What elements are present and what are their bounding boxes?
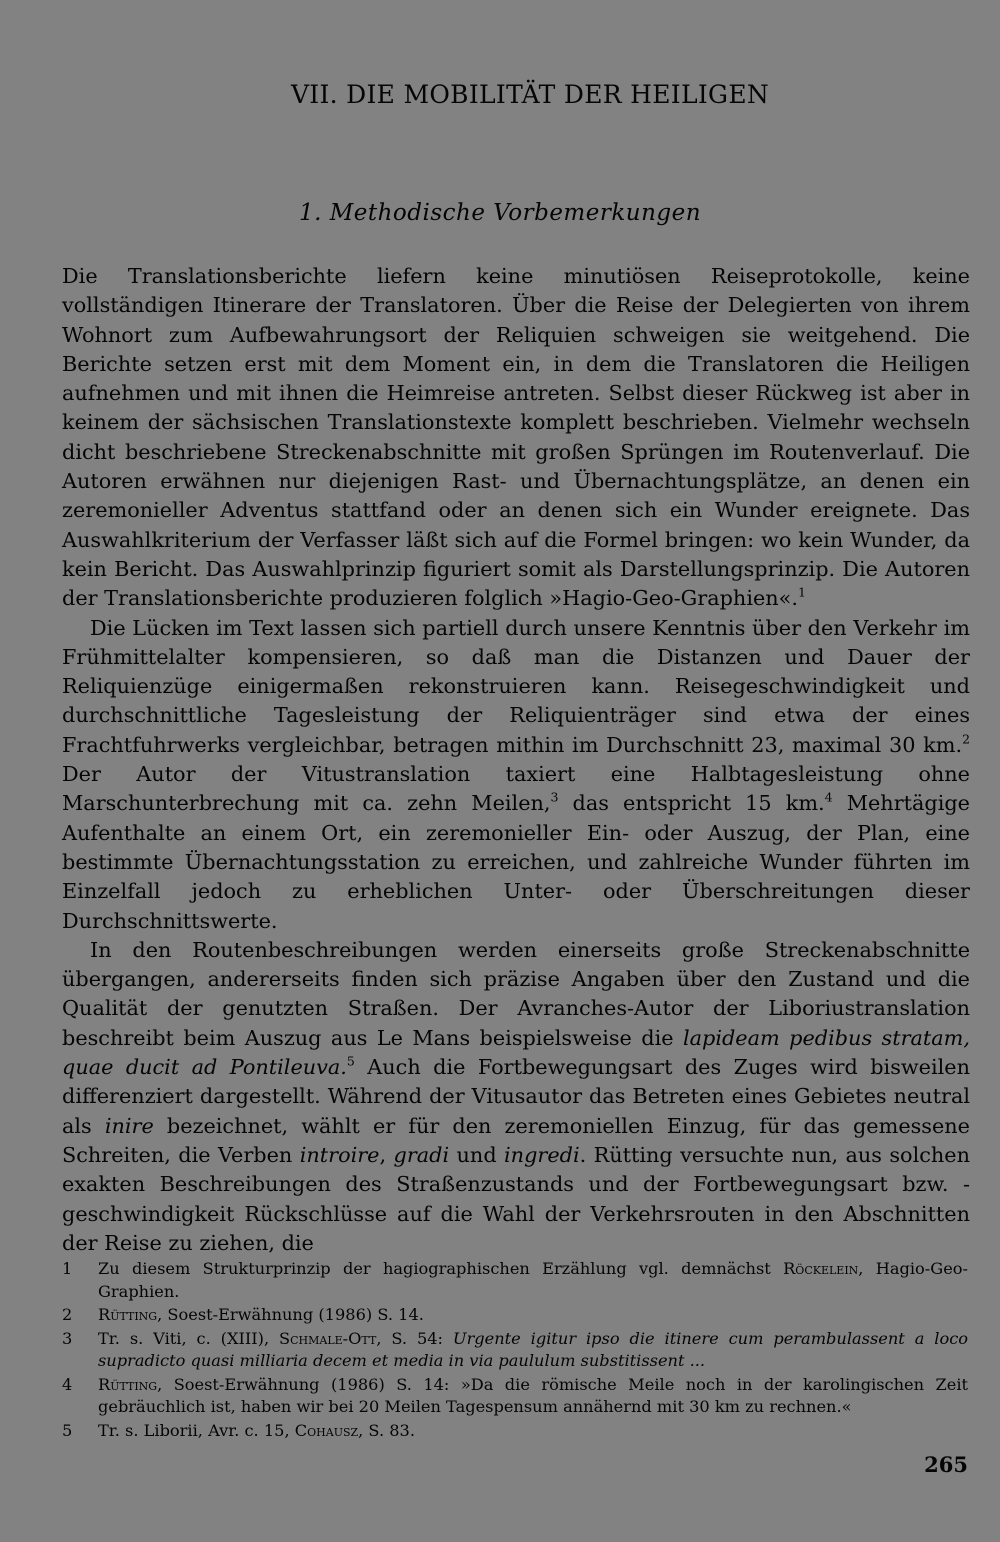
paragraph bbox=[62, 614, 970, 936]
chapter-title: VII. DIE MOBILITÄT DER HEILIGEN bbox=[290, 80, 770, 109]
footnote bbox=[62, 1420, 968, 1443]
footnote-ref: 2 bbox=[962, 731, 970, 747]
footnote bbox=[62, 1304, 968, 1327]
text-run: lapideam pedibus stratam, quae ducit ad Pontileuva. bbox=[62, 1025, 970, 1080]
text-run: Der Autor der Vitustranslation taxiert eine Halbtagesleistung ohne Marschunterbrechung mit ca. zehn Meilen, bbox=[62, 762, 970, 816]
footnote-number: 3 bbox=[62, 1328, 73, 1348]
text-run: , S. 54: bbox=[376, 1328, 453, 1348]
text-run: Die Translationsberichte liefern keine minutiösen Reiseprotokolle, keine vollständigen Itinerare der Translatoren. Über die Reise der Delegierten von ihrem Wohnort zum Aufbewahrungsort der Reliquien schweigen sie weitgehend. Die Berichte setzen erst mit dem Moment ein, in dem die Translatoren die Heiligen aufnehmen und mit ihnen die Heimreise antreten. Selbst dieser Rückweg ist aber in keinem der sächsischen Translationstexte komplett beschrieben. Vielmehr wechseln dicht beschriebene Streckenabschnitte mit großen Sprüngen im Routenverlauf. Die Autoren erwähnen nur diejenigen Rast- und Übernachtungsplätze, an denen ein zeremonieller Adventus stattfand oder an denen sich ein Wunder ereignete. Das Auswahlkriterium der Verfasser läßt sich auf die Formel bringen: wo kein Wunder, da kein Bericht. Das Auswahlprinzip figuriert somit als Darstellungsprinzip. Die Autoren der Translationsberichte produzieren folglich »Hagio-Geo-Graphien«. bbox=[62, 264, 970, 611]
text-run: In den Routenbeschreibungen werden einerseits große Streckenabschnitte übergangen, andererseits finden sich präzise Angaben über den Zustand und die Qualität der genutzten Straßen. Der Avranches-Autor der Liboriustranslation beschreibt beim Auszug aus Le Mans beispielsweise die bbox=[62, 937, 970, 1050]
footnote-text bbox=[98, 1374, 968, 1419]
footnote-number: 1 bbox=[62, 1259, 73, 1278]
text-run: inire bbox=[104, 1113, 154, 1138]
footnote-ref: 3 bbox=[550, 789, 559, 805]
footnote-text bbox=[98, 1328, 968, 1373]
text-run: , Soest-Erwähnung (1986) S. 14: »Da die römische Meile noch in der karolingischen Zeit gebräuchlich ist, haben wir bei 20 Meilen Tagespensum annähernd mit 30 km zu rechnen.« bbox=[98, 1374, 968, 1416]
footnote-text bbox=[98, 1258, 968, 1303]
footnote-ref: 4 bbox=[824, 789, 833, 805]
footnotes bbox=[62, 1258, 968, 1443]
footnote-text bbox=[98, 1420, 968, 1443]
text-run: Rütting bbox=[98, 1374, 158, 1394]
text-run: . Rütting versuchte nun, aus solchen exakten Beschreibungen des Straßenzustands und der Fortbewegungsart bzw. -geschwindigkeit Rückschlüsse auf die Wahl der Verkehrsrouten in den Abschnitten der Reise zu ziehen, die bbox=[62, 1142, 970, 1255]
text-run: Tr. s. Viti, c. (XIII), bbox=[98, 1328, 280, 1348]
text-run: Urgente igitur ipso die itinere cum perambulassent a loco supradicto quasi milliaria decem et media in via paululum substitissent ... bbox=[98, 1328, 969, 1370]
footnote bbox=[62, 1328, 968, 1373]
text-run: introire bbox=[299, 1142, 380, 1167]
footnote-ref: 1 bbox=[798, 584, 806, 600]
text-run: ingredi bbox=[504, 1142, 580, 1167]
text-run: Tr. s. Liborii, Avr. c. 15, bbox=[98, 1420, 295, 1440]
text-run: , Soest-Erwähnung (1986) S. 14. bbox=[157, 1305, 424, 1324]
footnote-ref: 5 bbox=[346, 1053, 355, 1069]
text-run: , bbox=[379, 1142, 394, 1167]
footnote-text bbox=[98, 1304, 968, 1327]
paragraph bbox=[62, 936, 970, 1258]
text-run: Zu diesem Strukturprinzip der hagiographischen Erzählung vgl. demnächst bbox=[98, 1259, 784, 1278]
footnote-number: 4 bbox=[62, 1374, 73, 1394]
text-run: Mehrtägige Aufenthalte an einem Ort, ein zeremonieller Ein- oder Auszug, der Plan, eine bestimmte Übernachtungsstation zu erreichen, und zahlreiche Wunder führten im Einzelfall jedoch zu erheblichen Unter- oder Überschreitungen dieser Durchschnittswerte. bbox=[62, 791, 970, 933]
text-run: das entspricht 15 km. bbox=[558, 791, 825, 816]
text-run: Röckelein bbox=[783, 1259, 859, 1278]
text-run: , S. 83. bbox=[358, 1420, 415, 1440]
footnote bbox=[62, 1374, 968, 1419]
section-title: 1. Methodische Vorbemerkungen bbox=[298, 200, 702, 226]
text-run: gradi bbox=[393, 1142, 450, 1167]
body-text bbox=[62, 262, 970, 1258]
footnote bbox=[62, 1258, 968, 1303]
text-run: Auch die Fortbewegungsart des Zuges wird bisweilen differenziert dargestellt. Während der Vitusautor das Betreten eines Gebietes neutral als bbox=[62, 1055, 970, 1138]
text-run: Cohausz bbox=[294, 1420, 359, 1440]
paragraph bbox=[62, 262, 970, 614]
footnote-number: 5 bbox=[62, 1420, 73, 1440]
page-number: 265 bbox=[924, 1452, 968, 1477]
text-run: Rütting bbox=[98, 1305, 158, 1324]
text-run: bezeichnet, wählt er für den zeremoniellen Einzug, für das gemessene Schreiten, die Verben bbox=[62, 1113, 970, 1167]
text-run: Die Lücken im Text lassen sich partiell durch unsere Kenntnis über den Verkehr im Frühmittelalter kompensieren, so daß man die Distanzen und Dauer der Reliquienzüge einigermaßen rekonstruieren kann. Reisegeschwindigkeit und durchschnittliche Tagesleistung der Reliquienträger sind etwa der eines Frachtfuhrwerks vergleichbar, betragen mithin im Durchschnitt 23, maximal 30 km. bbox=[62, 615, 970, 757]
text-run: und bbox=[449, 1142, 505, 1167]
footnote-number: 2 bbox=[62, 1305, 73, 1324]
text-run: Schmale-Ott bbox=[279, 1328, 377, 1348]
text-run: , Hagio-Geo-Graphien. bbox=[98, 1259, 968, 1301]
